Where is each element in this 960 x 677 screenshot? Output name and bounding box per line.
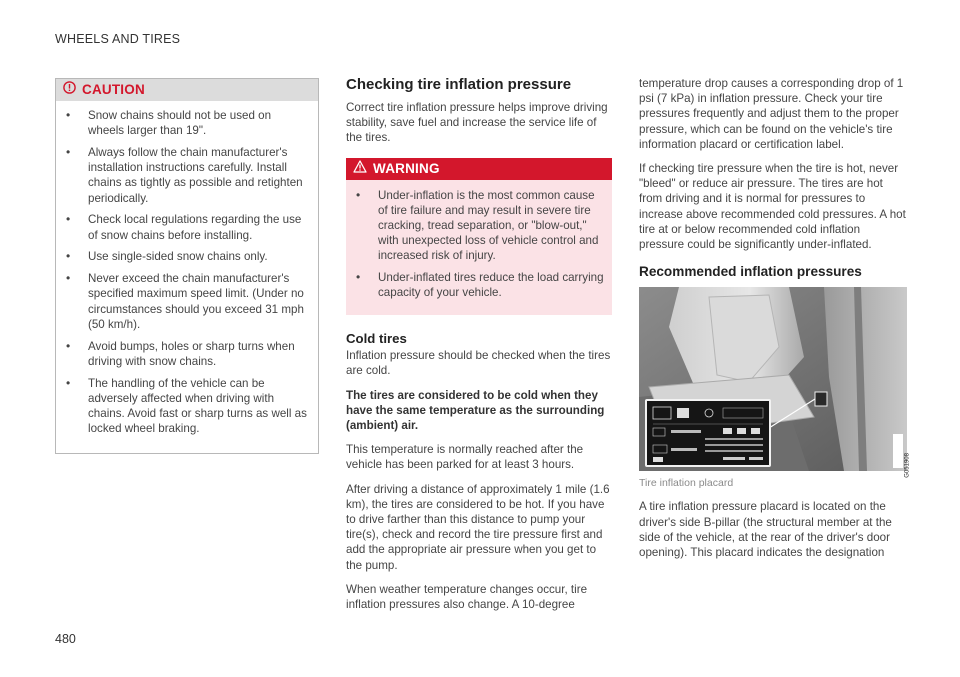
warning-triangle-icon xyxy=(353,160,367,177)
caution-item: • Never exceed the chain manufacturer's specified maximum speed limit. (Under no circumstances should you exceed 31 mph (50 km/h). xyxy=(56,271,310,332)
warning-body xyxy=(346,180,612,316)
section-header: WHEELS AND TIRES xyxy=(55,32,181,46)
caution-body xyxy=(56,101,318,453)
caution-box xyxy=(55,78,319,454)
column-middle xyxy=(346,76,612,621)
photo-caption: Tire inflation placard xyxy=(639,477,734,490)
column-right xyxy=(639,76,911,569)
caution-header xyxy=(56,79,318,101)
warning-item: • Under-inflation is the most common cause of tire failure and may result in severe tire cracking, tread separation, or "blow-out," with unexpected loss of vehicle control and increased risk of injury. xyxy=(346,188,604,264)
caution-item: • Snow chains should not be used on wheels larger than 19". xyxy=(56,108,310,138)
warning-header xyxy=(346,158,612,180)
checking-intro: Correct tire inflation pressure helps improve driving stability, save fuel and increase the service life of the tires. xyxy=(346,101,608,145)
hot-tire-paragraph: If checking tire pressure when the tire is hot, never "bleed" or reduce air pressure. The tires are hot from driving and it is normal for pressures to increase above recommended cold pressures. A hot tire at or below recommended cold inflation pressure could be significantly under-inflated. xyxy=(639,162,906,252)
caution-title: CAUTION xyxy=(82,82,145,98)
cold-tires-title: Cold tires xyxy=(346,331,407,347)
caution-icon xyxy=(63,81,76,98)
caution-item: • Avoid bumps, holes or sharp turns when driving with snow chains. xyxy=(56,339,310,369)
cold-tires-p3: This temperature is normally reached after the vehicle has been parked for at least 3 hours. xyxy=(346,443,584,472)
page-number: 480 xyxy=(55,632,76,646)
cold-tires-p4: After driving a distance of approximately 1 mile (1.6 km), the tires are considered to be hot. If you have to drive farther than this distance to pump your tire(s), check and record the tire pressure first and add the appropriate air pressure when you get to the pump. xyxy=(346,482,610,572)
temperature-paragraph: temperature drop causes a corresponding drop of 1 psi (7 kPa) in inflation pressure. Check your tire pressures frequently and adjust them to the proper pressure, which can be found on the vehicle's tire information placard or certification label. xyxy=(639,77,904,151)
placard-paragraph: A tire inflation pressure placard is located on the driver's side B-pillar (the structural member at the side of the vehicle, at the rear of the driver's door opening). This placard indicates the designation xyxy=(639,500,892,560)
warning-title: WARNING xyxy=(373,161,440,176)
cold-tires-p5: When weather temperature changes occur, tire inflation pressures also change. A 10-degree xyxy=(346,582,588,612)
caution-item: • The handling of the vehicle can be adversely affected when driving with chains. Avoid fast or sharp turns as well as locked wheel braking. xyxy=(56,376,310,437)
caution-item: • Use single-sided snow chains only. xyxy=(56,249,310,264)
tire-placard-photo xyxy=(639,287,911,478)
image-code: G051908 xyxy=(905,453,911,478)
caution-item: • Check local regulations regarding the use of snow chains before installing. xyxy=(56,212,310,242)
recommended-pressures-title: Recommended inflation pressures xyxy=(639,264,862,280)
warning-box xyxy=(346,158,612,316)
cold-tires-p1: Inflation pressure should be checked when the tires are cold. xyxy=(346,349,611,378)
cold-tires-p2: The tires are considered to be cold when they have the same temperature as the surrounding (ambient) air. xyxy=(346,388,605,433)
warning-item: • Under-inflated tires reduce the load carrying capacity of your vehicle. xyxy=(346,270,604,300)
column-left xyxy=(55,78,319,454)
caution-item: • Always follow the chain manufacturer's installation instructions carefully. Install chains as tightly as possible and retighten periodically. xyxy=(56,145,310,206)
checking-title: Checking tire inflation pressure xyxy=(346,76,572,93)
